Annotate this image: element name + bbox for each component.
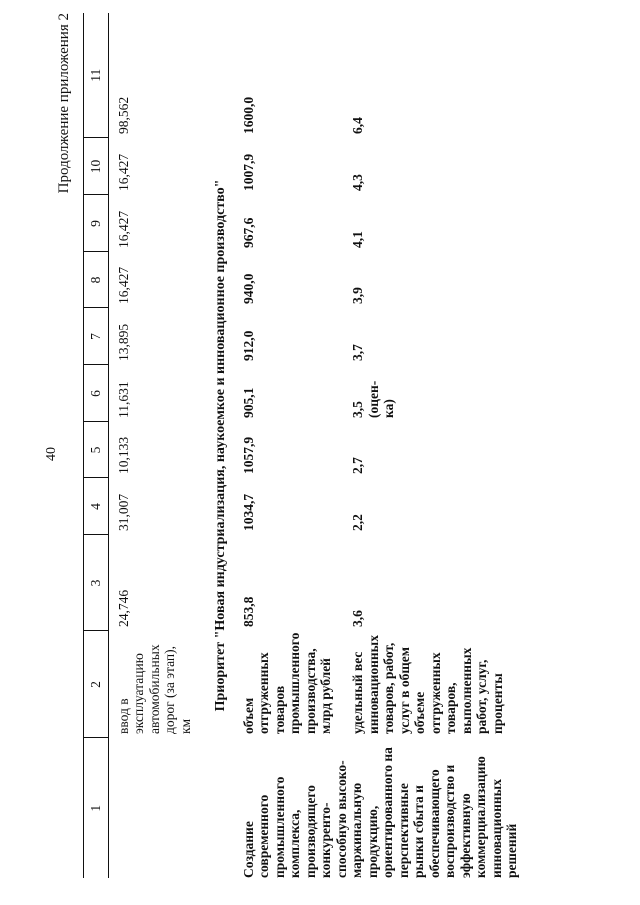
value-cell: 967,6 <box>240 217 256 248</box>
value-cell: 2,7 <box>350 457 366 474</box>
indicator-cell: удельный вес инновационных товаров, работ, услуг в общем объеме отгруженных товаров, выполненных работ, услуг, проценты <box>350 635 505 734</box>
col-header-3: 3 <box>84 535 109 631</box>
value-cell: 3,5 (оцен-ка) <box>350 380 397 418</box>
col-header-6: 6 <box>84 365 109 422</box>
value-cell: 853,8 <box>240 596 256 627</box>
col-header-8: 8 <box>84 252 109 308</box>
value-cell: 3,7 <box>350 344 366 361</box>
table-row <box>108 13 207 878</box>
priority-heading: Приоритет "Новая индустриализация, наукоемкое и инновационное производство" <box>213 179 228 712</box>
col-header-11: 11 <box>84 13 109 138</box>
goal-cell: Создание современного промышленного комплекса, производящего конкуренто-способную высоко-маржинальную продукцию, ориентированного на перспективные рынки сбыта и обеспечивающего воспроизводство и эффективную коммерциализацию инновационных решений <box>240 747 519 878</box>
value-cell: 1057,9 <box>240 436 256 474</box>
value-cell: 6,4 <box>350 117 366 134</box>
value-cell: 31,007 <box>115 493 131 531</box>
value-cell: 912,0 <box>240 330 256 361</box>
indicators-table <box>83 13 524 878</box>
col-header-5: 5 <box>84 422 109 478</box>
value-cell: 16,427 <box>115 210 131 248</box>
page-number: 40 <box>44 447 59 461</box>
col-header-9: 9 <box>84 195 109 252</box>
value-cell: 16,427 <box>115 153 131 191</box>
value-cell: 1600,0 <box>240 96 256 134</box>
col-header-4: 4 <box>84 478 109 535</box>
rotated-content <box>58 13 618 878</box>
value-cell: 3,6 <box>350 610 366 627</box>
value-cell: 905,1 <box>240 387 256 418</box>
value-cell: 98,562 <box>115 96 131 134</box>
col-header-10: 10 <box>84 138 109 195</box>
indicator-cell: ввод в эксплуатацию автомобильных дорог (за этап), км <box>115 644 193 734</box>
value-cell: 16,427 <box>115 266 131 304</box>
value-cell: 11,631 <box>115 381 131 418</box>
value-cell: 4,3 <box>350 174 366 191</box>
table-row <box>237 13 347 878</box>
col-header-1: 1 <box>84 738 109 878</box>
goal-cell-empty <box>108 738 207 878</box>
value-cell: 4,1 <box>350 231 366 248</box>
value-cell: 1034,7 <box>240 493 256 531</box>
value-cell: 940,0 <box>240 273 256 304</box>
col-header-2: 2 <box>84 631 109 738</box>
value-cell: 3,9 <box>350 287 366 304</box>
column-numbers-row <box>84 13 109 878</box>
value-cell: 13,895 <box>115 323 131 361</box>
value-cell: 2,2 <box>350 514 366 531</box>
value-cell: 10,133 <box>115 436 131 474</box>
value-cell: 1007,9 <box>240 153 256 191</box>
indicator-cell: объем отгруженных товаров промышленного производства, млрд рублей <box>240 632 333 734</box>
continuation-note: Продолжение приложения 2 <box>56 13 72 194</box>
priority-row <box>207 13 237 878</box>
col-header-7: 7 <box>84 308 109 365</box>
value-cell: 24,746 <box>115 589 131 627</box>
